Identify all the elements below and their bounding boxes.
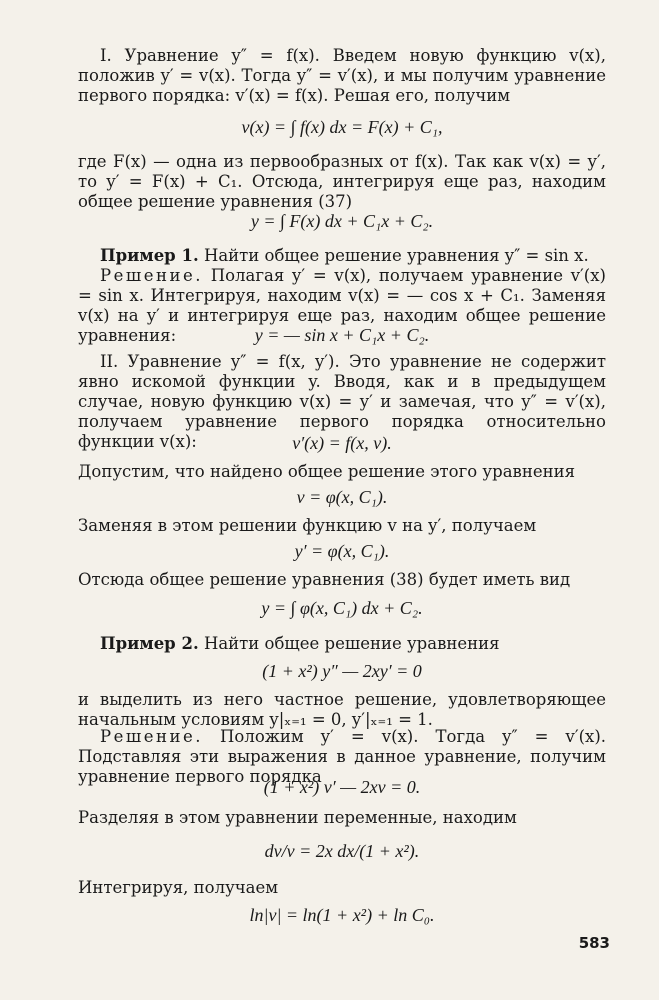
- page-number: 583: [578, 934, 610, 952]
- equation-8: (1 + x²) y″ — 2xy′ = 0: [262, 661, 422, 681]
- solution-1-label: Решение.: [100, 266, 203, 285]
- paragraph-6: и выделить из него частное решение, удовлетворяющее начальным условиям y|ₓ₌₁ = 0, y′|ₓ₌₁ = 1.: [78, 690, 606, 729]
- paragraph-3: Допустим, что найдено общее решение этого уравнения: [78, 462, 575, 481]
- example-1-label: Пример 1.: [100, 246, 199, 265]
- solution-1-text: Полагая y′ = v(x), получаем уравнение v′(x) = sin x. Интегрируя, находим v(x) = — cos x + C₁. Заменяя v(x) на y′ и интегрируя еще раз, находим общее решение уравнения:: [78, 266, 606, 345]
- section-2-paragraph: II. Уравнение y″ = f(x, y′). Это уравнение не содержит явно искомой функции y. Вводя, как и в предыдущем случае, новую функцию v(x) = y′ и замечая, что y″ = v′(x), получаем уравнение первого порядка относительно функции v(x):: [78, 352, 606, 451]
- equation-6: y′ = φ(x, C₁).: [294, 541, 390, 561]
- paragraph-8: Интегрируя, получаем: [78, 878, 279, 897]
- solution-2-text: Положим y′ = v(x). Тогда y″ = v′(x). Подставляя эти выражения в данное уравнение, получим уравнение первого порядка: [78, 727, 606, 786]
- example-1-text: Найти общее решение уравнения y″ = sin x.: [198, 246, 589, 265]
- section-1-paragraph: I. Уравнение y″ = f(x). Введем новую функцию v(x), положив y′ = v(x). Тогда y″ = v′(x), и мы получим уравнение первого порядка: v′(x) = f(x). Решая его, получим: [78, 46, 606, 105]
- paragraph-4: Заменяя в этом решении функцию v на y′, получаем: [78, 516, 537, 535]
- equation-3: y = — sin x + C₁x + C₂.: [254, 325, 430, 345]
- equation-7: y = ∫ φ(x, C₁) dx + C₂.: [261, 598, 423, 618]
- example-2-heading: [78, 634, 606, 654]
- equation-1: v(x) = ∫ f(x) dx = F(x) + C₁,: [241, 117, 443, 137]
- paragraph-7: Разделяя в этом уравнении переменные, находим: [78, 808, 517, 827]
- equation-4: v′(x) = f(x, v).: [292, 433, 392, 453]
- equation-11: ln|v| = ln(1 + x²) + ln C₀.: [249, 905, 435, 925]
- paragraph-2: где F(x) — одна из первообразных от f(x). Так как v(x) = y′, то y′ = F(x) + C₁. Отсюда, интегрируя еще раз, находим общее решение уравнения (37): [78, 152, 606, 211]
- example-2-label: Пример 2.: [100, 634, 199, 653]
- equation-10: dv/v = 2x dx/(1 + x²).: [264, 841, 420, 861]
- equation-9: (1 + x²) v′ — 2xv = 0.: [263, 777, 421, 797]
- paragraph-5: Отсюда общее решение уравнения (38) будет иметь вид: [78, 570, 571, 589]
- equation-5: v = φ(x, C₁).: [296, 487, 388, 507]
- equation-2: y = ∫ F(x) dx + C₁x + C₂.: [250, 211, 434, 231]
- example-1-heading: [78, 246, 606, 266]
- example-2-text: Найти общее решение уравнения: [198, 634, 500, 653]
- solution-2-label: Решение.: [100, 727, 203, 746]
